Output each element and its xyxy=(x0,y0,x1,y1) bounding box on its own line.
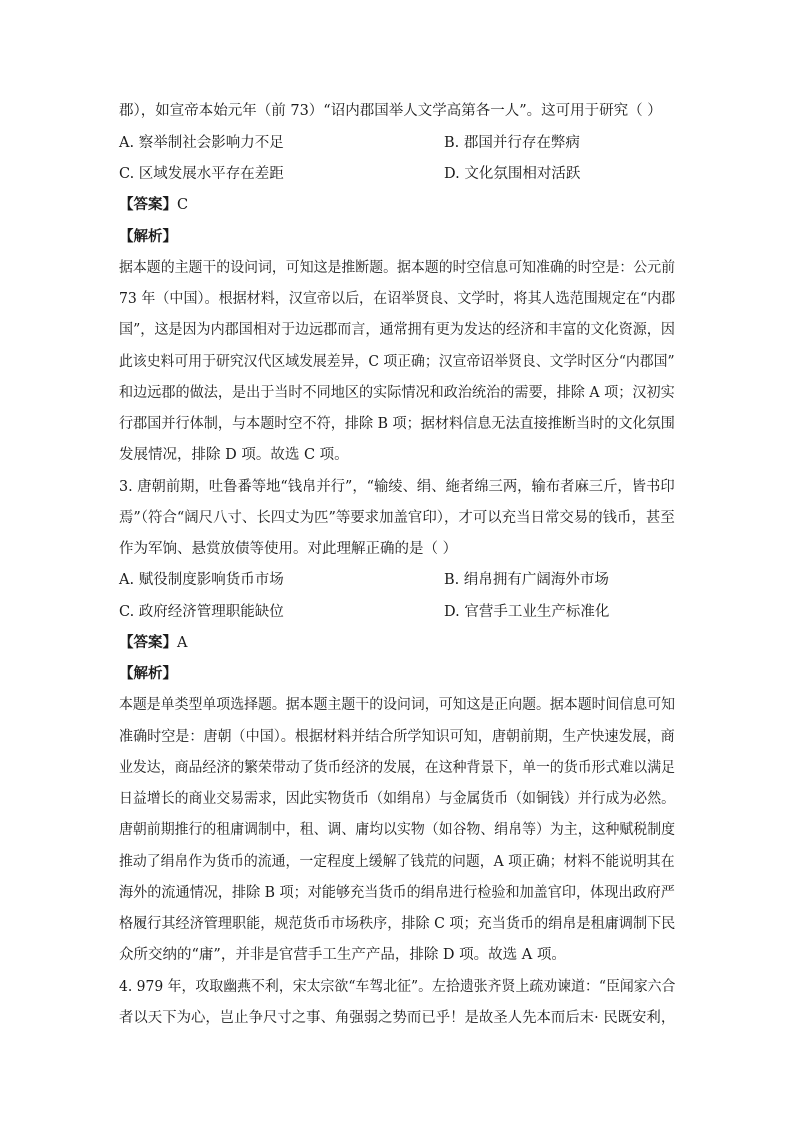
q3-analysis-line: 日益增长的商业交易需求，因此实物货币（如绢帛）与金属货币（如铜钱）并行成为必然。 xyxy=(119,791,675,807)
q4-stem-line: 者以天下为心，岂止争尺寸之事、角强弱之势而已乎！是故圣人先本而后末· 民既安利， xyxy=(119,1010,676,1026)
q2-analysis-line: 此该史料可用于研究汉代区域发展差异，C 项正确；汉宣帝诏举贤良、文学时区分“内郡国” xyxy=(119,354,675,370)
answer-value: A xyxy=(177,635,188,651)
q3-analysis-tag: 【解析】 xyxy=(119,665,177,682)
q2-stem-tail: 郡），如宣帝本始元年（前 73）“诏内郡国举人文学高第各一人”。这可用于研究（ ） xyxy=(119,103,662,119)
q2-analysis-line: 国”，这是因为内郡国相对于边远郡而言，通常拥有更为发达的经济和丰富的文化资源，因 xyxy=(119,322,675,338)
answer-tag: 【答案】 xyxy=(119,634,177,651)
q3-analysis-line: 唐朝前期推行的租庸调制中，租、调、庸均以实物（如谷物、绢帛等）为主，这种赋税制度 xyxy=(119,822,675,838)
q2-option-a: A. 察举制社会影响力不足 xyxy=(119,135,284,151)
q3-answer xyxy=(119,633,187,653)
q2-option-c: C. 区域发展水平存在差距 xyxy=(119,166,284,182)
q2-analysis-line: 73 年（中国）。根据材料，汉宣帝以后，在诏举贤良、文学时，将其人选范围规定在“内郡 xyxy=(119,291,676,307)
q2-answer xyxy=(119,195,188,215)
q2-analysis-line: 发展情况，排除 D 项。故选 C 项。 xyxy=(119,447,349,463)
q3-analysis-line: 推动了绢帛作为货币的流通，一定程度上缓解了钱荒的问题，A 项正确；材料不能说明其在 xyxy=(119,854,675,870)
q3-stem-line: 焉”（符合“阔尺八寸、长四丈为匹”等要求加盖官印），才可以充当日常交易的钱币，甚至 xyxy=(119,510,675,526)
q3-analysis-line: 格履行其经济管理职能，规范货币市场秩序，排除 C 项；充当货币的绢帛是租庸调制下民 xyxy=(119,916,676,932)
q3-stem-line: 3. 唐朝前期，吐鲁番等地“钱帛并行”，“输绫、绢、絁者绵三两，输布者麻三斤，皆书印 xyxy=(119,479,675,495)
q2-analysis-tag: 【解析】 xyxy=(119,228,177,245)
answer-value: C xyxy=(177,197,189,213)
q3-analysis-line: 业发达，商品经济的繁荣带动了货币经济的发展，在这种背景下，单一的货币形式难以满足 xyxy=(119,760,675,776)
q3-stem-line: 作为军饷、悬赏放债等使用。对此理解正确的是（ ） xyxy=(119,541,458,557)
q2-analysis-line: 据本题的主题干的设问词，可知这是推断题。据本题的时空信息可知准确的时空是：公元前 xyxy=(119,260,675,276)
q2-option-d: D. 文化氛围相对活跃 xyxy=(444,166,581,182)
q3-analysis-line: 众所交纳的“庸”，并非是官营手工生产产品，排除 D 项。故选 A 项。 xyxy=(119,947,566,963)
q3-option-b: B. 绢帛拥有广阔海外市场 xyxy=(444,572,609,588)
answer-tag: 【答案】 xyxy=(119,196,177,213)
q3-analysis-line: 准确时空是：唐朝（中国）。根据材料并结合所学知识可知，唐朝前期，生产快速发展，商 xyxy=(119,729,675,745)
q3-option-c: C. 政府经济管理职能缺位 xyxy=(119,604,284,620)
q2-option-b: B. 郡国并行存在弊病 xyxy=(444,135,580,151)
q4-stem-line: 4. 979 年，攻取幽燕不利，宋太宗欲“车驾北征”。左拾遗张齐贤上疏劝谏道：“臣闻家六合 xyxy=(119,979,676,995)
q3-option-a: A. 赋役制度影响货币市场 xyxy=(119,572,284,588)
q2-analysis-line: 和边远郡的做法，是出于当时不同地区的实际情况和政治统治的需要，排除 A 项；汉初实 xyxy=(119,385,675,401)
q3-analysis-line: 本题是单类型单项选择题。据本题主题干的设问词，可知这是正向题。据本题时间信息可知 xyxy=(119,697,675,713)
q3-option-d: D. 官营手工业生产标准化 xyxy=(444,604,610,620)
q3-analysis-line: 海外的流通情况，排除 B 项；对能够充当货币的绢帛进行检验和加盖官印，体现出政府严 xyxy=(119,885,675,901)
q2-analysis-line: 行郡国并行体制，与本题时空不符，排除 B 项；据材料信息无法直接推断当时的文化氛围 xyxy=(119,416,675,432)
